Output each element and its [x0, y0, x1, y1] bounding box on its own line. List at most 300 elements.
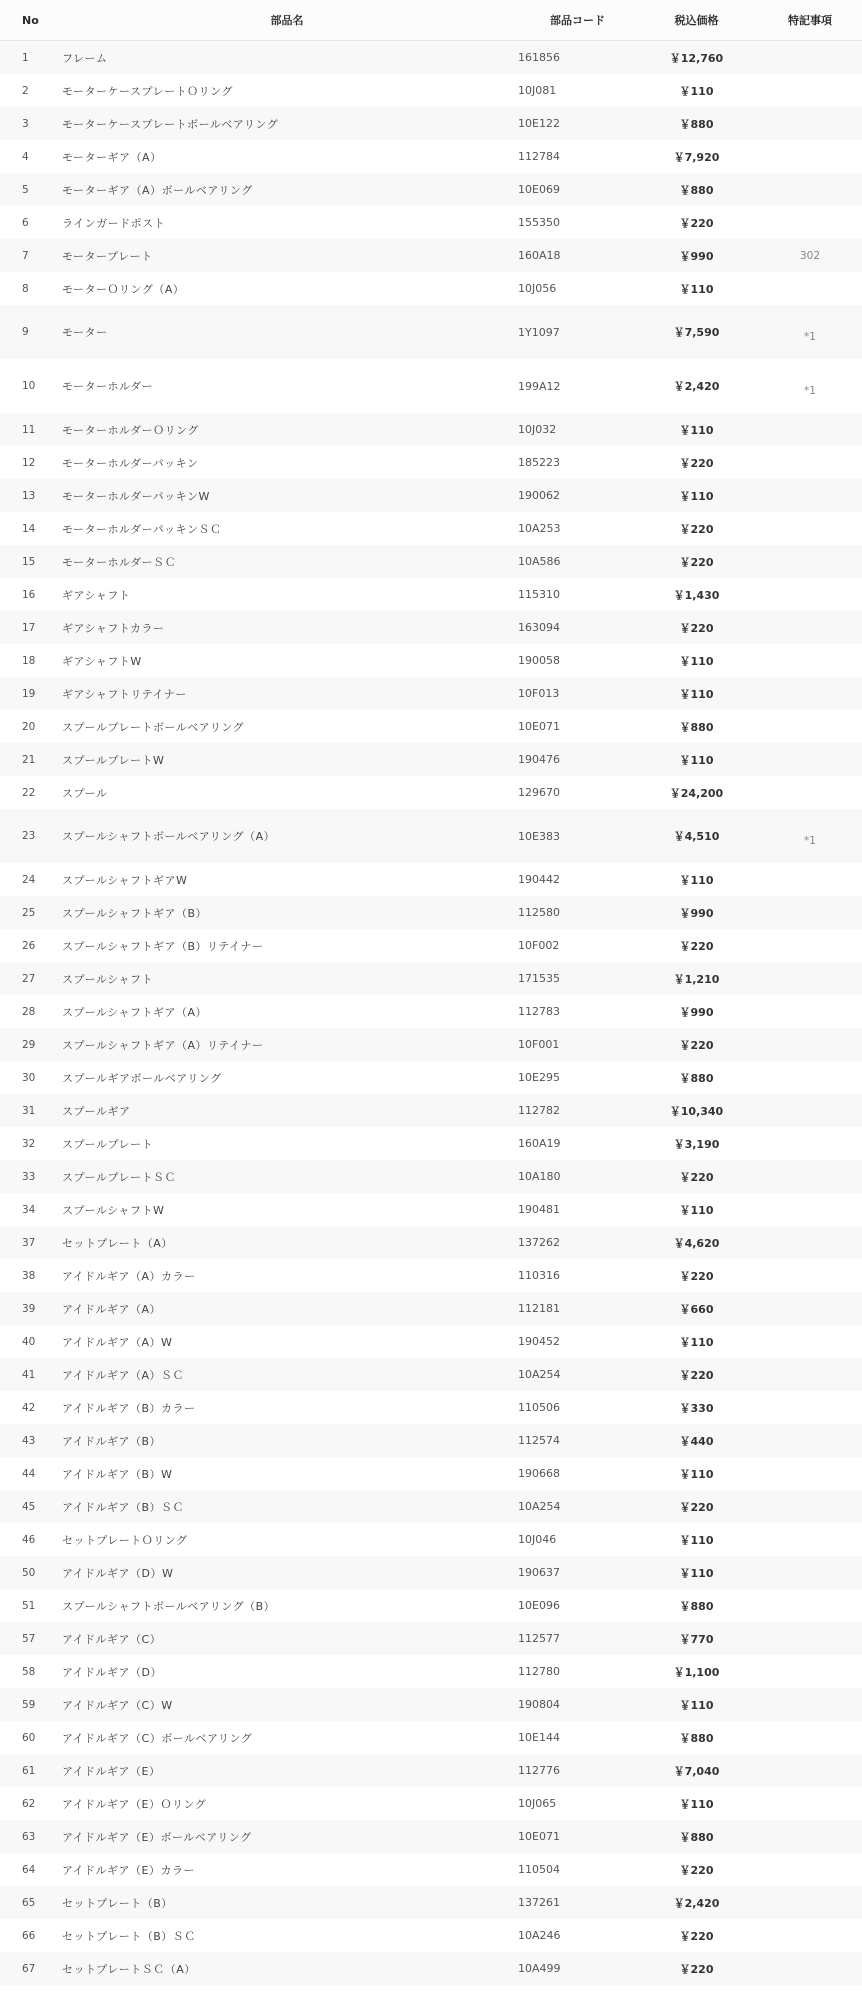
- table-row: [0, 1655, 862, 1688]
- table-row: [0, 1688, 862, 1721]
- row-no: 8: [0, 272, 59, 305]
- row-part-code: 190481: [515, 1193, 635, 1226]
- row-note: [758, 272, 862, 305]
- row-note: [758, 1094, 862, 1127]
- row-part-name: スプールギアボールベアリング: [59, 1061, 515, 1094]
- table-row: [0, 1589, 862, 1622]
- row-note: [758, 1226, 862, 1259]
- row-part-code: 10F001: [515, 1028, 635, 1061]
- row-price: ￥880: [635, 173, 758, 206]
- row-note: [758, 107, 862, 140]
- row-part-code: 190637: [515, 1556, 635, 1589]
- row-price: ￥110: [635, 677, 758, 710]
- row-no: 11: [0, 413, 59, 446]
- row-no: 30: [0, 1061, 59, 1094]
- row-no: 66: [0, 1919, 59, 1952]
- row-part-name: アイドルギア（D）W: [59, 1556, 515, 1589]
- row-part-code: 10J065: [515, 1787, 635, 1820]
- row-note: [758, 1721, 862, 1754]
- row-part-code: 190476: [515, 743, 635, 776]
- row-no: 12: [0, 446, 59, 479]
- row-part-name: モーターギア（A）ボールベアリング: [59, 173, 515, 206]
- row-no: 67: [0, 1952, 59, 1985]
- row-part-code: 10A499: [515, 1952, 635, 1985]
- row-part-name: ギアシャフト: [59, 578, 515, 611]
- header-no: No: [0, 0, 59, 41]
- row-part-name: アイドルギア（C）W: [59, 1688, 515, 1721]
- row-no: 1: [0, 41, 59, 75]
- row-note: *1: [758, 359, 862, 413]
- row-note: [758, 611, 862, 644]
- row-no: 64: [0, 1853, 59, 1886]
- row-no: 19: [0, 677, 59, 710]
- row-note: [758, 173, 862, 206]
- table-row: [0, 743, 862, 776]
- row-part-code: 171535: [515, 962, 635, 995]
- row-part-name: アイドルギア（B）カラー: [59, 1391, 515, 1424]
- row-part-name: セットプレート（A）: [59, 1226, 515, 1259]
- row-part-code: 112783: [515, 995, 635, 1028]
- row-note: [758, 1259, 862, 1292]
- row-price: ￥4,510: [635, 809, 758, 863]
- row-part-code: 10E144: [515, 1721, 635, 1754]
- table-row: [0, 74, 862, 107]
- row-note: [758, 1655, 862, 1688]
- row-part-code: 10E096: [515, 1589, 635, 1622]
- table-row: [0, 1391, 862, 1424]
- table-row: [0, 1325, 862, 1358]
- row-no: 13: [0, 479, 59, 512]
- row-part-code: 190442: [515, 863, 635, 896]
- row-price: ￥220: [635, 512, 758, 545]
- row-note: [758, 1325, 862, 1358]
- row-price: ￥2,420: [635, 359, 758, 413]
- row-note: [758, 1952, 862, 1985]
- row-no: 40: [0, 1325, 59, 1358]
- row-note: [758, 578, 862, 611]
- row-price: ￥990: [635, 995, 758, 1028]
- row-part-name: アイドルギア（A）: [59, 1292, 515, 1325]
- row-price: ￥110: [635, 863, 758, 896]
- table-row: [0, 644, 862, 677]
- header-price: 税込価格: [635, 0, 758, 41]
- row-no: 28: [0, 995, 59, 1028]
- row-price: ￥220: [635, 929, 758, 962]
- row-note: [758, 1292, 862, 1325]
- row-part-name: スプールプレートW: [59, 743, 515, 776]
- row-price: ￥1,210: [635, 962, 758, 995]
- table-row: [0, 776, 862, 809]
- row-part-name: スプールプレートＳＣ: [59, 1160, 515, 1193]
- row-price: ￥990: [635, 239, 758, 272]
- row-part-name: アイドルギア（B）: [59, 1424, 515, 1457]
- row-price: ￥440: [635, 1424, 758, 1457]
- row-part-name: アイドルギア（A）ＳＣ: [59, 1358, 515, 1391]
- row-price: ￥990: [635, 896, 758, 929]
- row-part-code: 10E071: [515, 710, 635, 743]
- header-part-code: 部品コード: [515, 0, 635, 41]
- row-no: 4: [0, 140, 59, 173]
- table-row: [0, 1061, 862, 1094]
- row-no: 22: [0, 776, 59, 809]
- row-note: [758, 206, 862, 239]
- row-no: 38: [0, 1259, 59, 1292]
- row-no: 44: [0, 1457, 59, 1490]
- row-part-name: スプールシャフトボールベアリング（A）: [59, 809, 515, 863]
- row-note: [758, 710, 862, 743]
- row-note: [758, 1457, 862, 1490]
- row-part-name: アイドルギア（D）: [59, 1655, 515, 1688]
- table-row: [0, 239, 862, 272]
- row-price: ￥10,340: [635, 1094, 758, 1127]
- row-part-name: ギアシャフトリテイナー: [59, 677, 515, 710]
- table-row: [0, 1622, 862, 1655]
- row-part-code: 10F013: [515, 677, 635, 710]
- row-note: [758, 896, 862, 929]
- row-no: 24: [0, 863, 59, 896]
- table-row: [0, 173, 862, 206]
- row-note: [758, 1622, 862, 1655]
- row-no: 45: [0, 1490, 59, 1523]
- row-note: [758, 1688, 862, 1721]
- table-row: [0, 41, 862, 75]
- table-row: [0, 1490, 862, 1523]
- table-row: [0, 359, 862, 413]
- row-note: [758, 1391, 862, 1424]
- row-no: 21: [0, 743, 59, 776]
- row-note: [758, 1820, 862, 1853]
- row-part-name: ギアシャフトW: [59, 644, 515, 677]
- table-row: [0, 446, 862, 479]
- row-part-name: アイドルギア（E）: [59, 1754, 515, 1787]
- row-part-code: 10A253: [515, 512, 635, 545]
- row-note: [758, 140, 862, 173]
- row-part-name: モーターＯリング（A）: [59, 272, 515, 305]
- row-part-code: 10E295: [515, 1061, 635, 1094]
- row-price: ￥1,100: [635, 1655, 758, 1688]
- row-note: [758, 479, 862, 512]
- row-note: [758, 512, 862, 545]
- row-price: ￥110: [635, 1556, 758, 1589]
- row-part-code: 10A586: [515, 545, 635, 578]
- row-part-name: モーターホルダーＳＣ: [59, 545, 515, 578]
- row-price: ￥220: [635, 206, 758, 239]
- table-row: [0, 1160, 862, 1193]
- row-part-code: 112782: [515, 1094, 635, 1127]
- row-note: *1: [758, 305, 862, 359]
- row-price: ￥220: [635, 1919, 758, 1952]
- row-no: 25: [0, 896, 59, 929]
- row-no: 5: [0, 173, 59, 206]
- row-note: [758, 1358, 862, 1391]
- row-note: [758, 1193, 862, 1226]
- table-row: [0, 1028, 862, 1061]
- row-part-name: セットプレートＳＣ（A）: [59, 1952, 515, 1985]
- row-note: [758, 74, 862, 107]
- row-note: [758, 743, 862, 776]
- row-price: ￥110: [635, 1523, 758, 1556]
- row-part-code: 110504: [515, 1853, 635, 1886]
- row-price: ￥220: [635, 1160, 758, 1193]
- row-note: [758, 863, 862, 896]
- row-no: 10: [0, 359, 59, 413]
- row-note: [758, 962, 862, 995]
- table-row: [0, 962, 862, 995]
- row-part-name: モータープレート: [59, 239, 515, 272]
- row-note: [758, 1127, 862, 1160]
- row-note: 302: [758, 239, 862, 272]
- row-part-name: スプールシャフトボールベアリング（B）: [59, 1589, 515, 1622]
- row-part-code: 115310: [515, 578, 635, 611]
- row-price: ￥7,920: [635, 140, 758, 173]
- row-no: 20: [0, 710, 59, 743]
- table-row: [0, 107, 862, 140]
- row-part-code: 190668: [515, 1457, 635, 1490]
- row-price: ￥220: [635, 446, 758, 479]
- table-row: [0, 512, 862, 545]
- table-row: [0, 545, 862, 578]
- row-note: *1: [758, 809, 862, 863]
- row-price: ￥220: [635, 1358, 758, 1391]
- row-part-code: 10J081: [515, 74, 635, 107]
- row-price: ￥110: [635, 479, 758, 512]
- row-price: ￥110: [635, 272, 758, 305]
- row-part-code: 10J056: [515, 272, 635, 305]
- row-no: 15: [0, 545, 59, 578]
- row-note: [758, 1061, 862, 1094]
- row-part-code: 10E071: [515, 1820, 635, 1853]
- row-note: [758, 446, 862, 479]
- row-no: 41: [0, 1358, 59, 1391]
- row-part-code: 10E069: [515, 173, 635, 206]
- row-note: [758, 1853, 862, 1886]
- row-price: ￥880: [635, 1820, 758, 1853]
- row-part-name: スプールシャフトギアW: [59, 863, 515, 896]
- row-note: [758, 1028, 862, 1061]
- row-part-code: 160A19: [515, 1127, 635, 1160]
- table-row: [0, 1787, 862, 1820]
- row-part-name: スプール: [59, 776, 515, 809]
- row-part-code: 112780: [515, 1655, 635, 1688]
- row-price: ￥24,200: [635, 776, 758, 809]
- row-note: [758, 41, 862, 75]
- row-price: ￥110: [635, 1787, 758, 1820]
- row-price: ￥110: [635, 1688, 758, 1721]
- row-no: 39: [0, 1292, 59, 1325]
- row-price: ￥880: [635, 1721, 758, 1754]
- header-row: [0, 0, 862, 41]
- row-part-name: アイドルギア（E）ボールベアリング: [59, 1820, 515, 1853]
- row-price: ￥880: [635, 710, 758, 743]
- row-part-code: 10J032: [515, 413, 635, 446]
- row-no: 31: [0, 1094, 59, 1127]
- row-price: ￥7,040: [635, 1754, 758, 1787]
- row-price: ￥880: [635, 1589, 758, 1622]
- row-no: 37: [0, 1226, 59, 1259]
- row-part-name: スプールシャフトギア（A）: [59, 995, 515, 1028]
- row-no: 58: [0, 1655, 59, 1688]
- table-row: [0, 578, 862, 611]
- row-price: ￥110: [635, 1457, 758, 1490]
- row-note: [758, 1919, 862, 1952]
- row-no: 27: [0, 962, 59, 995]
- table-row: [0, 1952, 862, 1985]
- row-part-name: アイドルギア（C）ボールベアリング: [59, 1721, 515, 1754]
- row-part-name: スプールプレートボールベアリング: [59, 710, 515, 743]
- table-row: [0, 929, 862, 962]
- row-part-code: 160A18: [515, 239, 635, 272]
- table-row: [0, 1523, 862, 1556]
- table-row: [0, 863, 862, 896]
- table-row: [0, 1127, 862, 1160]
- row-part-name: モーターホルダー: [59, 359, 515, 413]
- table-row: [0, 305, 862, 359]
- row-price: ￥220: [635, 1853, 758, 1886]
- table-row: [0, 809, 862, 863]
- table-row: [0, 272, 862, 305]
- row-price: ￥220: [635, 611, 758, 644]
- row-part-name: セットプレート（B）: [59, 1886, 515, 1919]
- row-part-name: スプールシャフトギア（A）リテイナー: [59, 1028, 515, 1061]
- row-no: 16: [0, 578, 59, 611]
- row-part-code: 112577: [515, 1622, 635, 1655]
- row-part-code: 112574: [515, 1424, 635, 1457]
- row-part-code: 10E122: [515, 107, 635, 140]
- row-no: 7: [0, 239, 59, 272]
- row-part-code: 161856: [515, 41, 635, 75]
- table-row: [0, 995, 862, 1028]
- row-part-code: 137261: [515, 1886, 635, 1919]
- row-note: [758, 995, 862, 1028]
- table-row: [0, 1556, 862, 1589]
- row-no: 59: [0, 1688, 59, 1721]
- row-no: 42: [0, 1391, 59, 1424]
- row-part-name: アイドルギア（B）ＳＣ: [59, 1490, 515, 1523]
- row-part-name: スプールギア: [59, 1094, 515, 1127]
- row-part-code: 112580: [515, 896, 635, 929]
- row-no: 32: [0, 1127, 59, 1160]
- row-part-code: 112784: [515, 140, 635, 173]
- row-part-name: アイドルギア（E）Ｏリング: [59, 1787, 515, 1820]
- row-part-code: 185223: [515, 446, 635, 479]
- row-note: [758, 1490, 862, 1523]
- table-row: [0, 1193, 862, 1226]
- row-no: 60: [0, 1721, 59, 1754]
- row-part-name: スプールシャフトギア（B）リテイナー: [59, 929, 515, 962]
- row-part-code: 190058: [515, 644, 635, 677]
- row-part-name: モーター: [59, 305, 515, 359]
- row-price: ￥110: [635, 1325, 758, 1358]
- row-note: [758, 1589, 862, 1622]
- row-note: [758, 1556, 862, 1589]
- row-no: 61: [0, 1754, 59, 1787]
- row-price: ￥110: [635, 1193, 758, 1226]
- header-notes: 特記事項: [758, 0, 862, 41]
- row-price: ￥880: [635, 107, 758, 140]
- row-note: [758, 545, 862, 578]
- table-row: [0, 1919, 862, 1952]
- row-no: 23: [0, 809, 59, 863]
- row-part-name: スプールシャフト: [59, 962, 515, 995]
- row-note: [758, 1523, 862, 1556]
- row-price: ￥12,760: [635, 41, 758, 75]
- row-part-code: 199A12: [515, 359, 635, 413]
- table-row: [0, 1424, 862, 1457]
- table-row: [0, 1292, 862, 1325]
- row-part-code: 10A180: [515, 1160, 635, 1193]
- table-row: [0, 1226, 862, 1259]
- table-row: [0, 1886, 862, 1919]
- row-note: [758, 1424, 862, 1457]
- row-no: 14: [0, 512, 59, 545]
- row-no: 17: [0, 611, 59, 644]
- row-note: [758, 929, 862, 962]
- row-part-code: 190452: [515, 1325, 635, 1358]
- row-part-name: モーターホルダーパッキンW: [59, 479, 515, 512]
- row-no: 2: [0, 74, 59, 107]
- row-part-name: アイドルギア（E）カラー: [59, 1853, 515, 1886]
- row-part-name: スプールシャフトW: [59, 1193, 515, 1226]
- row-part-code: 112181: [515, 1292, 635, 1325]
- row-note: [758, 413, 862, 446]
- row-part-name: ギアシャフトカラー: [59, 611, 515, 644]
- row-part-name: モーターホルダーパッキン: [59, 446, 515, 479]
- row-no: 62: [0, 1787, 59, 1820]
- row-no: 46: [0, 1523, 59, 1556]
- row-part-name: ラインガードポスト: [59, 206, 515, 239]
- row-part-name: モーターケースプレートＯリング: [59, 74, 515, 107]
- row-no: 26: [0, 929, 59, 962]
- row-note: [758, 1886, 862, 1919]
- row-part-code: 190804: [515, 1688, 635, 1721]
- row-part-code: 129670: [515, 776, 635, 809]
- row-price: ￥1,430: [635, 578, 758, 611]
- row-part-name: セットプレートＯリング: [59, 1523, 515, 1556]
- row-no: 50: [0, 1556, 59, 1589]
- row-no: 51: [0, 1589, 59, 1622]
- table-row: [0, 1457, 862, 1490]
- row-price: ￥2,420: [635, 1886, 758, 1919]
- row-no: 33: [0, 1160, 59, 1193]
- parts-table-body: [0, 41, 862, 1986]
- header-part-name: 部品名: [59, 0, 515, 41]
- row-no: 34: [0, 1193, 59, 1226]
- table-row: [0, 479, 862, 512]
- row-no: 18: [0, 644, 59, 677]
- row-note: [758, 776, 862, 809]
- table-row: [0, 896, 862, 929]
- row-no: 63: [0, 1820, 59, 1853]
- row-price: ￥770: [635, 1622, 758, 1655]
- row-part-code: 190062: [515, 479, 635, 512]
- row-price: ￥220: [635, 1490, 758, 1523]
- row-no: 29: [0, 1028, 59, 1061]
- row-part-code: 1Y1097: [515, 305, 635, 359]
- table-row: [0, 1853, 862, 1886]
- row-price: ￥3,190: [635, 1127, 758, 1160]
- table-row: [0, 1259, 862, 1292]
- row-price: ￥220: [635, 545, 758, 578]
- row-part-code: 10J046: [515, 1523, 635, 1556]
- row-part-name: アイドルギア（B）W: [59, 1457, 515, 1490]
- row-part-code: 110316: [515, 1259, 635, 1292]
- row-price: ￥330: [635, 1391, 758, 1424]
- row-part-name: モーターホルダーＯリング: [59, 413, 515, 446]
- row-no: 65: [0, 1886, 59, 1919]
- row-part-name: セットプレート（B）ＳＣ: [59, 1919, 515, 1952]
- row-price: ￥4,620: [635, 1226, 758, 1259]
- row-price: ￥110: [635, 74, 758, 107]
